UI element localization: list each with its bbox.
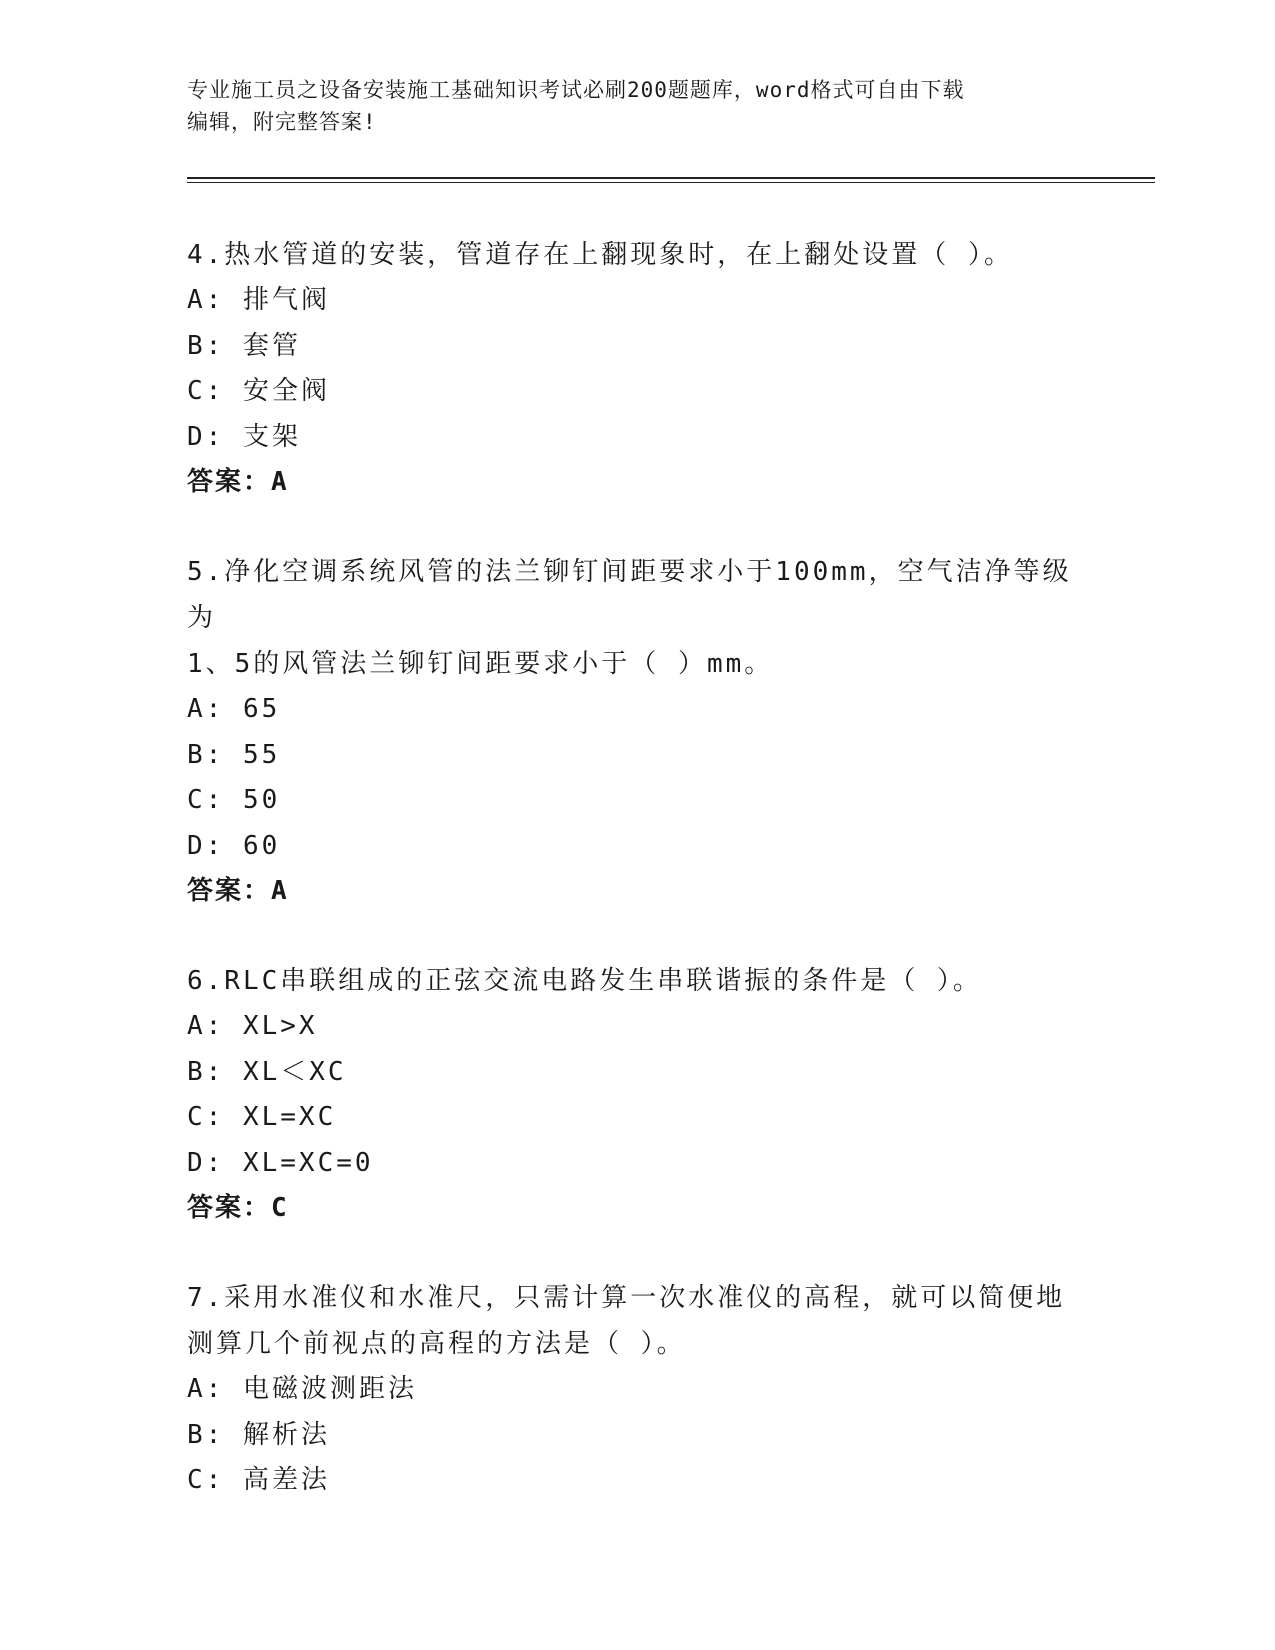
question-stem: 5.净化空调系统风管的法兰铆钉间距要求小于100mm，空气洁净等级为 [187,557,1072,633]
question-4 [187,232,1087,505]
question-list [187,232,1087,1548]
answer-label: 答案：A [187,876,289,906]
option-a: A: 65 [187,694,281,724]
question-6 [187,958,1087,1231]
document-header [187,74,1087,138]
question-stem: 7.采用水准仪和水准尺，只需计算一次水准仪的高程，就可以简便地 [187,1283,1066,1313]
header-title-line-2: 编辑，附完整答案! [187,110,377,134]
question-stem-continued: 测算几个前视点的高程的方法是（ ）。 [187,1329,686,1359]
option-b: B: 套管 [187,330,301,361]
option-b: B: 解析法 [187,1419,330,1450]
option-c: C: 安全阀 [187,376,330,406]
question-5 [187,549,1087,914]
option-d: D: 60 [187,830,281,861]
question-stem: 6.RLC串联组成的正弦交流电路发生串联谐振的条件是（ ）。 [187,966,982,996]
answer-label: 答案：C [187,1193,289,1223]
option-a: A: XL>X [187,1011,318,1041]
option-c: C: 高差法 [187,1465,330,1495]
question-7 [187,1275,1087,1504]
option-d: D: 支架 [187,421,301,452]
header-title-line-1: 专业施工员之设备安装施工基础知识考试必刷200题题库，word格式可自由下载 [187,78,965,102]
option-c: C: 50 [187,785,281,815]
answer-label: 答案：A [187,467,289,497]
option-c: C: XL=XC [187,1102,337,1132]
option-a: A: 电磁波测距法 [187,1374,417,1404]
question-stem-continued: 1、5的风管法兰铆钉间距要求小于（ ）mm。 [187,649,774,679]
option-b: B: XL＜XC [187,1056,347,1087]
header-divider [187,177,1155,183]
question-stem: 4.热水管道的安装，管道存在上翻现象时，在上翻处设置（ ）。 [187,240,1013,270]
option-a: A: 排气阀 [187,285,330,315]
option-b: B: 55 [187,739,281,770]
option-d: D: XL=XC=0 [187,1147,374,1178]
